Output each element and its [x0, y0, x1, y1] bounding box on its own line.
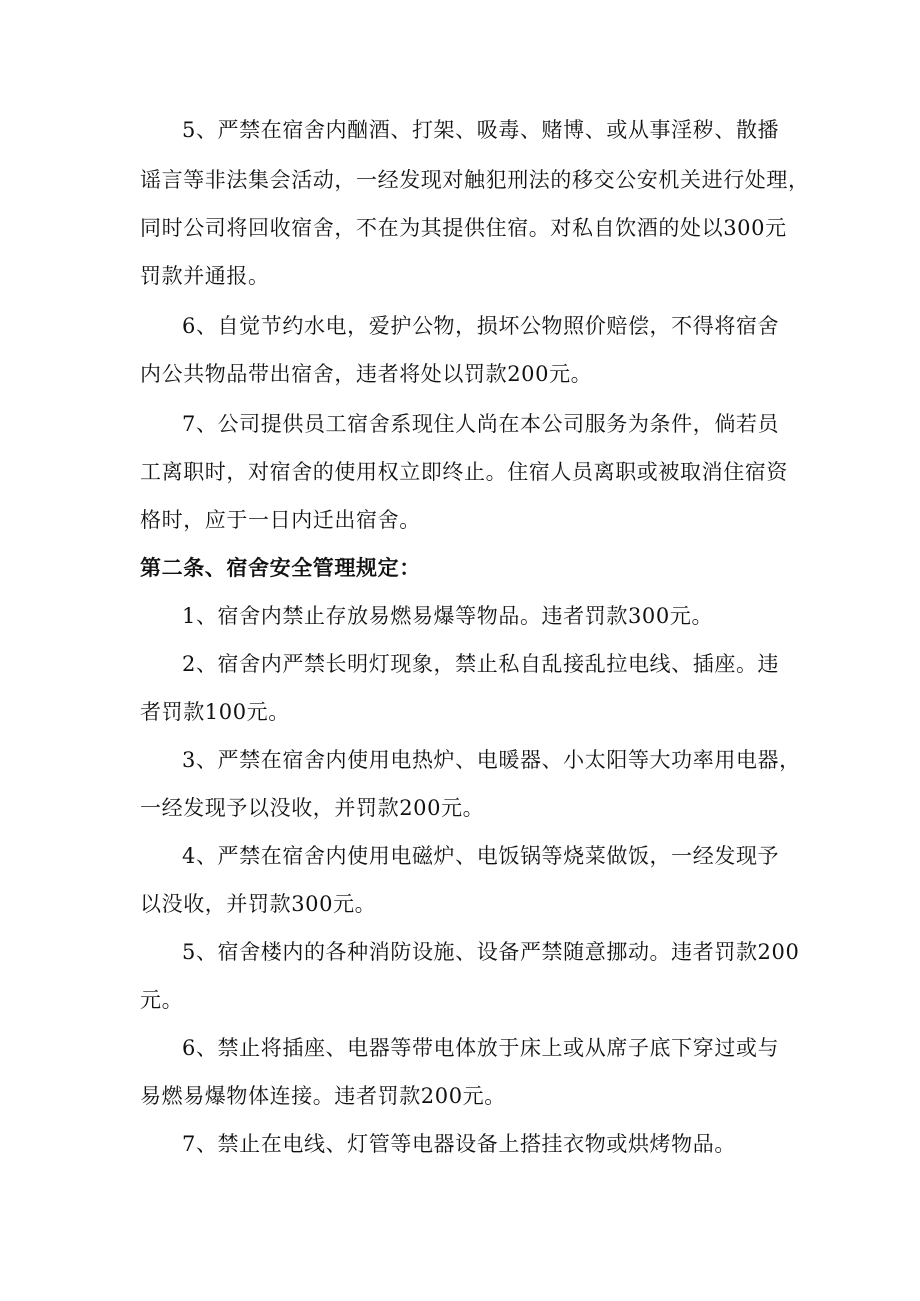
section-heading: 第二条、宿舍安全管理规定：: [140, 555, 421, 580]
safety-rule-1: 1、宿舍内禁止存放易燃易爆等物品。违者罚款300元。: [182, 604, 714, 628]
rule-6-line-2: 内公共物品带出宿舍，违者将处以罚款200元。: [140, 362, 593, 386]
rule-5-line-3: 同时公司将回收宿舍，不在为其提供住宿。对私自饮酒的处以300元: [140, 216, 787, 240]
rule-6-line-1: 6、自觉节约水电，爱护公物，损坏公物照价赔偿，不得将宿舍: [182, 314, 780, 338]
rule-5-line-1: 5、严禁在宿舍内酗酒、打架、吸毒、赌博、或从事淫秽、散播: [182, 118, 780, 142]
safety-rule-5-line-2: 元。: [140, 988, 184, 1012]
rule-5-line-2: 谣言等非法集会活动，一经发现对触犯刑法的移交公安机关进行处理，: [140, 168, 810, 192]
rule-7-line-1: 7、公司提供员工宿舍系现住人尚在本公司服务为条件，倘若员: [182, 412, 780, 436]
safety-rule-5-line-1: 5、宿舍楼内的各种消防设施、设备严禁随意挪动。违者罚款200: [182, 940, 800, 964]
safety-rule-6-line-2: 易燃易爆物体连接。违者罚款200元。: [140, 1084, 506, 1108]
safety-rule-7-line-1: 7、禁止在电线、灯管等电器设备上搭挂衣物或烘烤物品。: [182, 1132, 736, 1156]
safety-rule-2-line-2: 者罚款100元。: [140, 700, 290, 724]
safety-rule-4-line-1: 4、严禁在宿舍内使用电磁炉、电饭锅等烧菜做饭，一经发现予: [182, 844, 780, 868]
rule-7-line-2: 工离职时，对宿舍的使用权立即终止。住宿人员离职或被取消住宿资: [140, 460, 788, 484]
safety-rule-3-line-1: 3、严禁在宿舍内使用电热炉、电暖器、小太阳等大功率用电器，: [182, 748, 801, 772]
rule-5-line-4: 罚款并通报。: [140, 264, 270, 288]
safety-rule-6-line-1: 6、禁止将插座、电器等带电体放于床上或从席子底下穿过或与: [182, 1036, 780, 1060]
rule-7-line-3: 格时，应于一日内迁出宿舍。: [140, 508, 421, 532]
safety-rule-3-line-2: 一经发现予以没收，并罚款200元。: [140, 796, 485, 820]
safety-rule-2-line-1: 2、宿舍内严禁长明灯现象，禁止私自乱接乱拉电线、插座。违: [182, 652, 780, 676]
safety-rule-4-line-2: 以没收，并罚款300元。: [140, 892, 377, 916]
